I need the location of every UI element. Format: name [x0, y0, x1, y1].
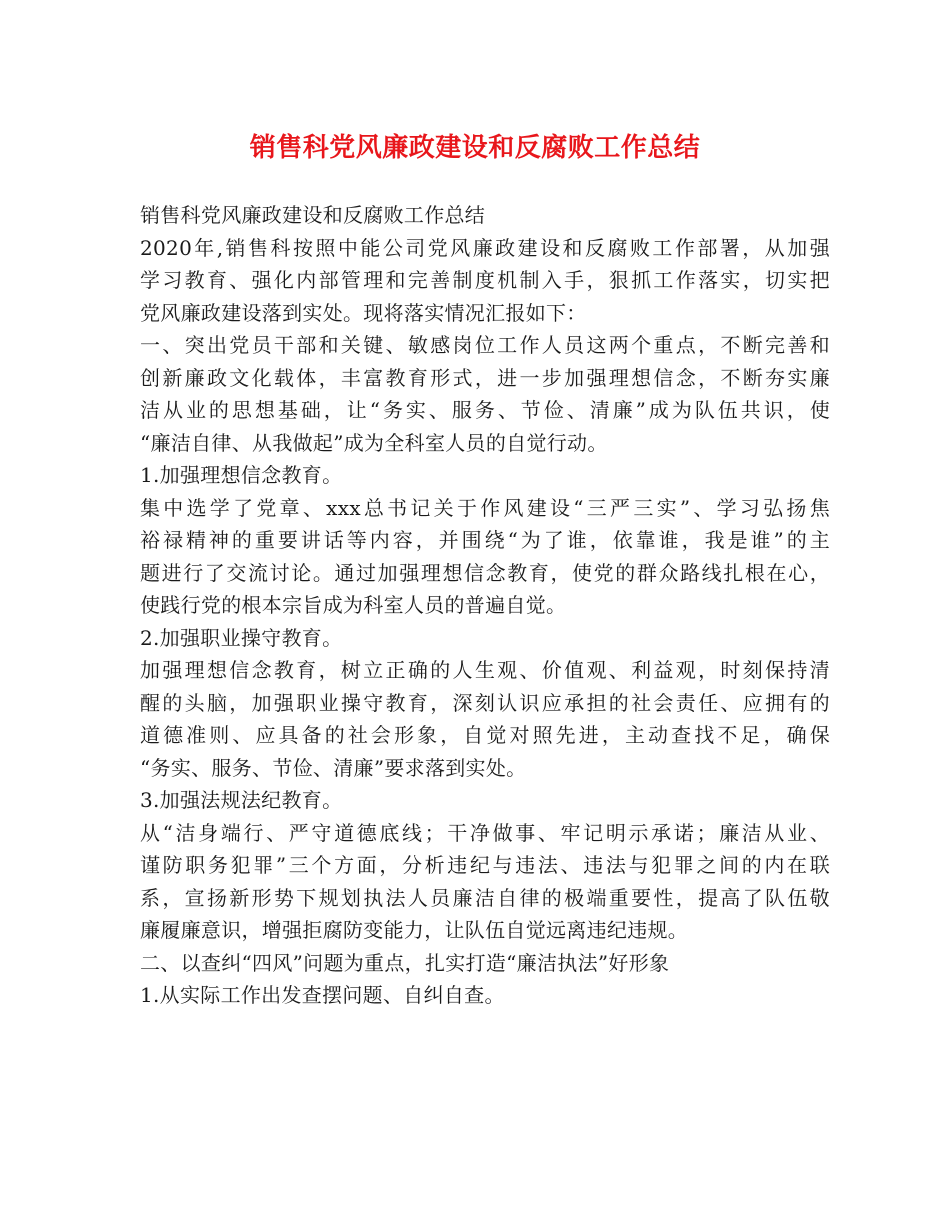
paragraph-line: 党风廉政建设落到实处。现将落实情况汇报如下： — [140, 300, 587, 325]
paragraph-line: “廉洁自律、从我做起”成为全科室人员的自觉行动。 — [140, 430, 608, 455]
paragraph-line: 1.从实际工作出发查摆问题、自纠自查。 — [140, 983, 505, 1007]
paragraph-line: 一、突出党员干部和关键、敏感岗位工作人员这两个重点，不断完善和 — [140, 333, 830, 357]
paragraph-line: 使践行党的根本宗旨成为科室人员的普遍自觉。 — [140, 593, 567, 617]
paragraph-line: 系，宣扬新形势下规划执法人员廉洁自律的极端重要性，提高了队伍敬 — [140, 885, 830, 910]
paragraph-line: 2020年,销售科按照中能公司党风廉政建设和反腐败工作部署，从加强 — [140, 235, 830, 260]
paragraph-line: 创新廉政文化载体，丰富教育形式，进一步加强理想信念，不断夯实廉 — [140, 365, 830, 390]
paragraph-line: 3.加强法规法纪教育。 — [140, 788, 343, 812]
paragraph-line: “务实、服务、节俭、清廉”要求落到实处。 — [140, 755, 527, 780]
paragraph-line: 2.加强职业操守教育。 — [140, 625, 343, 650]
paragraph-line: 集中选学了党章、xxx总书记关于作风建设“三严三实”、学习弘扬焦 — [140, 495, 830, 520]
paragraph-line: 裕禄精神的重要讲话等内容，并围绕“为了谁，依靠谁，我是谁”的主 — [140, 528, 830, 552]
paragraph-line: 廉履廉意识，增强拒腐防变能力，让队伍自觉远离违纪违规。 — [140, 918, 689, 942]
document-body — [140, 199, 830, 1012]
paragraph-line: 醒的头脑，加强职业操守教育，深刻认识应承担的社会责任、应拥有的 — [140, 690, 830, 715]
paragraph-line: 谨防职务犯罪”三个方面，分析违纪与违法、违法与犯罪之间的内在联 — [140, 853, 830, 877]
paragraph-line: 加强理想信念教育，树立正确的人生观、价值观、利益观，时刻保持清 — [140, 658, 830, 682]
paragraph-line: 二、以查纠“四风”问题为重点，扎实打造“廉洁执法”好形象 — [140, 950, 670, 975]
paragraph-line: 销售科党风廉政建设和反腐败工作总结 — [140, 203, 486, 227]
paragraph-line: 1.加强理想信念教育。 — [140, 463, 343, 487]
paragraph-line: 道德准则、应具备的社会形象，自觉对照先进，主动查找不足，确保 — [140, 723, 830, 747]
document-title: 销售科党风廉政建设和反腐败工作总结 — [249, 133, 701, 163]
paragraph-line: 洁从业的思想基础，让“务实、服务、节俭、清廉”成为队伍共识，使 — [140, 398, 830, 422]
paragraph-line: 学习教育、强化内部管理和完善制度机制入手，狠抓工作落实，切实把 — [140, 268, 830, 292]
paragraph-line: 题进行了交流讨论。通过加强理想信念教育，使党的群众路线扎根在心， — [140, 560, 830, 585]
paragraph-line: 从“洁身端行、严守道德底线；干净做事、牢记明示承诺；廉洁从业、 — [140, 820, 830, 845]
